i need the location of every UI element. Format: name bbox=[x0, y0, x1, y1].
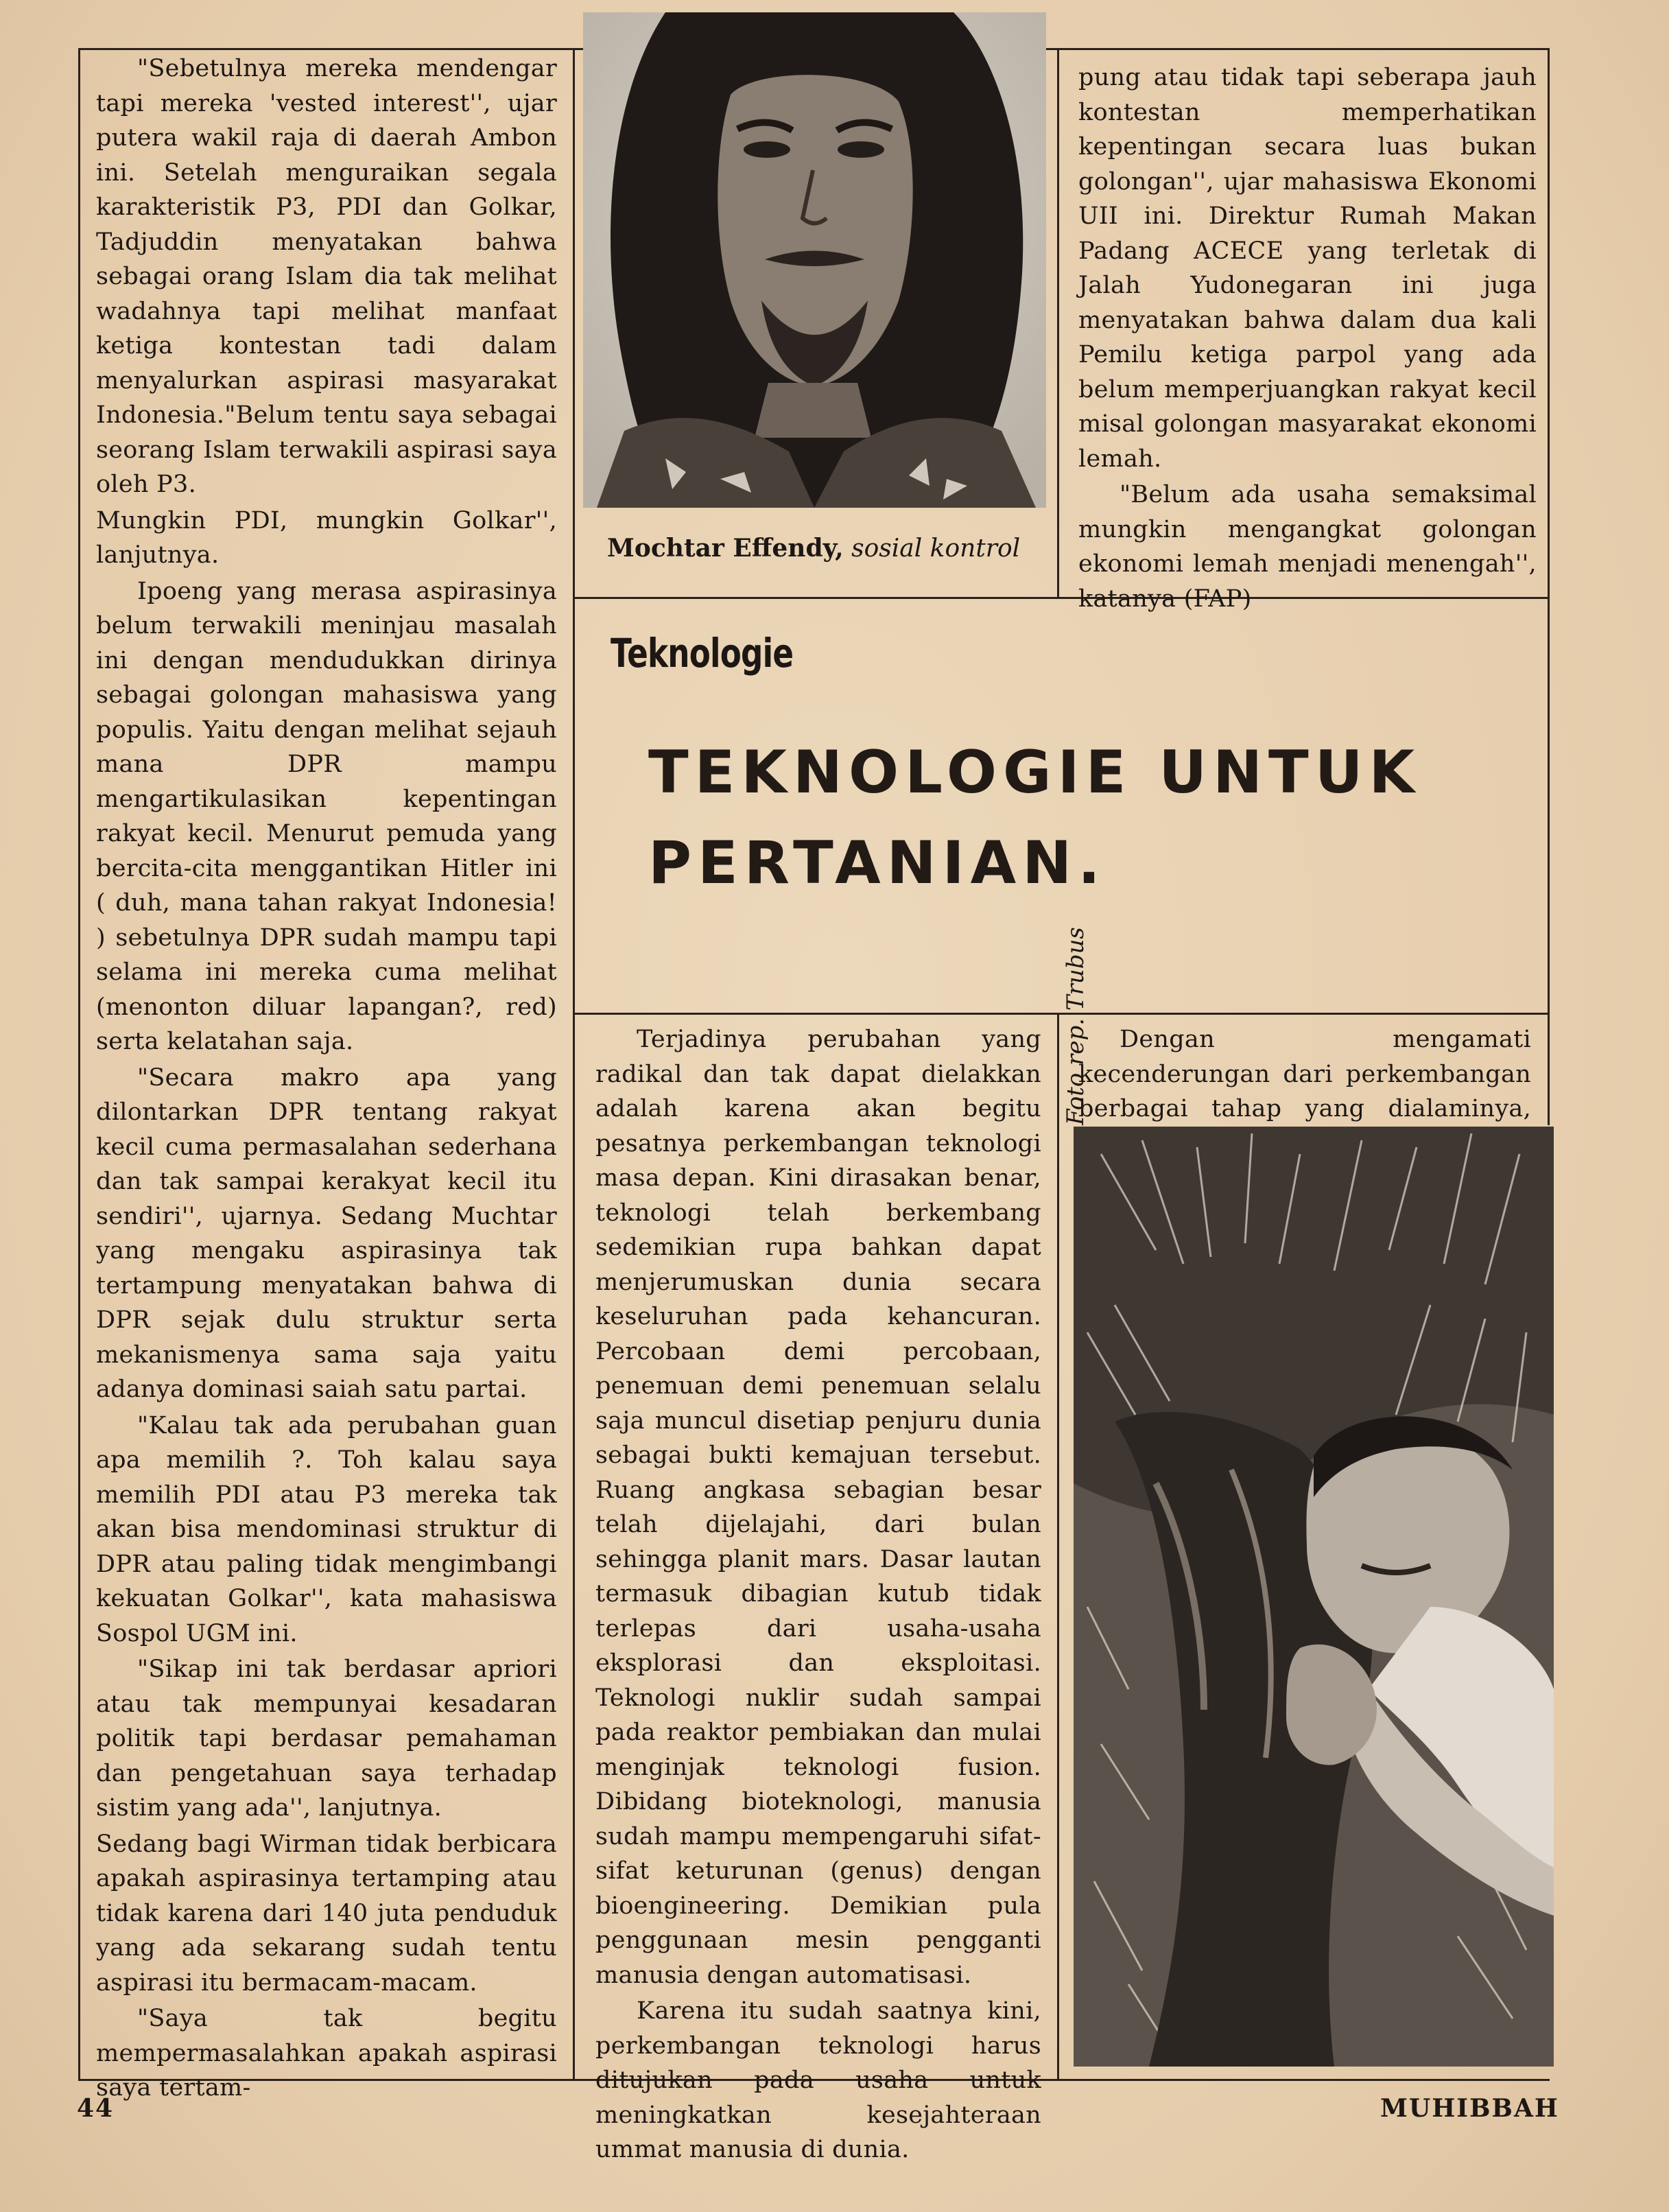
right-border-rule bbox=[1548, 48, 1550, 1125]
paragraph: "Kalau tak ada perubahan guan apa memilih ?. Toh kalau saya memilih PDI atau P3 mereka tak akan bisa mendominasi struktur di DPR atau paling tidak mengimbangi kekuatan Golkar'', kata mahasiswa Sospol UGM ini. bbox=[96, 1411, 557, 1647]
paragraph: "Secara makro apa yang dilontarkan DPR tentang rakyat kecil cuma permasalahan sederhana dan tak sampai kerakyat kecil itu sendiri'', ujarnya. Sedang Muchtar yang mengaku aspirasinya tak tertampung menyatakan bahwa di DPR sejak dulu struktur serta mekanismenya sama saja yaitu adanya dominasi saiah satu partai. bbox=[96, 1063, 557, 1403]
paragraph: Dengan mengamati kecenderungan dari perkembangan berbagai tahap yang dialaminya, bbox=[1078, 1026, 1531, 1122]
middle-column-text bbox=[595, 1022, 1041, 2169]
left-column-text bbox=[96, 51, 557, 2107]
caption-text: sosial kontrol bbox=[843, 534, 1021, 563]
column-rule-3 bbox=[1057, 1014, 1059, 2079]
caption-name: Mochtar Effendy, bbox=[607, 534, 844, 563]
farmer-image bbox=[1074, 1127, 1554, 2067]
photo-credit: Foto rep. Trubus bbox=[1062, 927, 1089, 1125]
portrait-image bbox=[583, 12, 1046, 508]
paragraph: Sedang bagi Wirman tidak berbicara apakah aspirasinya tertamping atau tidak karena dari 140 juta penduduk yang ada sekarang sudah tentu aspirasi itu bermacam-macam. bbox=[96, 1830, 557, 1997]
right-top-column-text bbox=[1078, 60, 1537, 617]
paragraph: Ipoeng yang merasa aspirasinya belum terwakili meninjau masalah ini dengan mendudukkan dirinya sebagai golongan mahasiswa yang populis. Yaitu dengan melihat sejauh mana DPR mampu mengartikulasikan kepentingan rakyat kecil. Menurut pemuda yang bercita-cita menggantikan Hitler ini ( duh, mana tahan rakyat Indonesia! ) sebetulnya DPR sudah mampu tapi selama ini mereka cuma melihat (menonton diluar lapangan?, red) serta kelatahan saja. bbox=[96, 577, 557, 1055]
paragraph: "Belum ada usaha semaksimal mungkin mengangkat golongan ekonomi lemah menjadi menengah'', katanya (FAP) bbox=[1078, 481, 1537, 613]
paragraph: "Sikap ini tak berdasar apriori atau tak mempunyai kesadaran politik tapi berdasar pemahaman dan pengetahuan saya terhadap sistim yang ada'', lanjutnya. bbox=[96, 1656, 557, 1822]
paragraph: pung atau tidak tapi seberapa jauh kontestan memperhatikan kepentingan secara luas bukan golongan'', ujar mahasiswa Ekonomi UII ini. Direktur Rumah Makan Padang ACECE yang terletak di Jalah Yudonegaran ini juga menyatakan bahwa dalam dua kali Pemilu ketiga parpol yang ada belum memperjuangkan rakyat kecil misal golongan masyarakat ekonomi lemah. bbox=[1078, 64, 1537, 473]
paragraph: "Saya tak begitu mempermasalahkan apakah aspirasi saya tertam- bbox=[96, 2005, 557, 2102]
paragraph: Mungkin PDI, mungkin Golkar'', lanjutnya. bbox=[96, 506, 557, 569]
column-rule-2 bbox=[1057, 48, 1059, 597]
agriculture-photo bbox=[1074, 1127, 1554, 2067]
column-rule-1 bbox=[573, 48, 575, 2079]
publication-name: MUHIBBAH bbox=[1380, 2094, 1559, 2123]
paragraph: Terjadinya perubahan yang radikal dan tak dapat dielakkan adalah karena akan begitu pesatnya perkembangan teknologi masa depan. Kini dirasakan benar, teknologi telah berkembang sedemikian rupa bahkan dapat menjerumuskan dunia secara keseluruhan pada kehancuran. Percobaan demi percobaan, penemuan demi penemuan selalu saja muncul disetiap penjuru dunia sebagai bukti kemajuan tersebut. Ruang angkasa sebagian besar telah dijelajahi, dari bulan sehingga planit mars. Dasar lautan termasuk dibagian kutub tidak terlepas dari usaha-usaha eksplorasi dan eksploitasi. Teknologi nuklir sudah sampai pada reaktor pembiakan dan mulai menginjak teknologi fusion. Dibidang bioteknologi, manusia sudah mampu mempengaruhi sifat-sifat keturunan (genus) dengan bioengineering. Demikian pula penggunaan mesin pengganti manusia dengan automatisasi. bbox=[595, 1026, 1041, 1989]
header-box-bottom-rule bbox=[573, 1013, 1550, 1015]
section-label: Teknologie bbox=[611, 630, 794, 676]
page-number: 44 bbox=[77, 2094, 115, 2123]
paragraph: "Sebetulnya mereka mendengar tapi mereka 'vested interest'', ujar putera wakil raja di daerah Ambon ini. Setelah menguraikan segala karakteristik P3, PDI dan Golkar, Tadjuddin menyatakan bahwa sebagai orang Islam dia tak melihat wadahnya tapi melihat manfaat ketiga kontestan tadi dalam menyalurkan aspirasi masyarakat Indonesia."Belum tentu saya sebagai seorang Islam terwakili aspirasi saya oleh P3. bbox=[96, 55, 557, 498]
portrait-caption bbox=[607, 534, 1020, 563]
left-border-rule bbox=[78, 48, 80, 2079]
article-headline: TEKNOLOGIE UNTUK PERTANIAN. bbox=[648, 738, 1421, 897]
portrait-photo bbox=[583, 12, 1046, 508]
paragraph: Karena itu sudah saatnya kini, perkembangan teknologi harus ditujukan pada usaha untuk meningkatkan kesejahteraan ummat manusia di dunia. bbox=[595, 1997, 1041, 2163]
